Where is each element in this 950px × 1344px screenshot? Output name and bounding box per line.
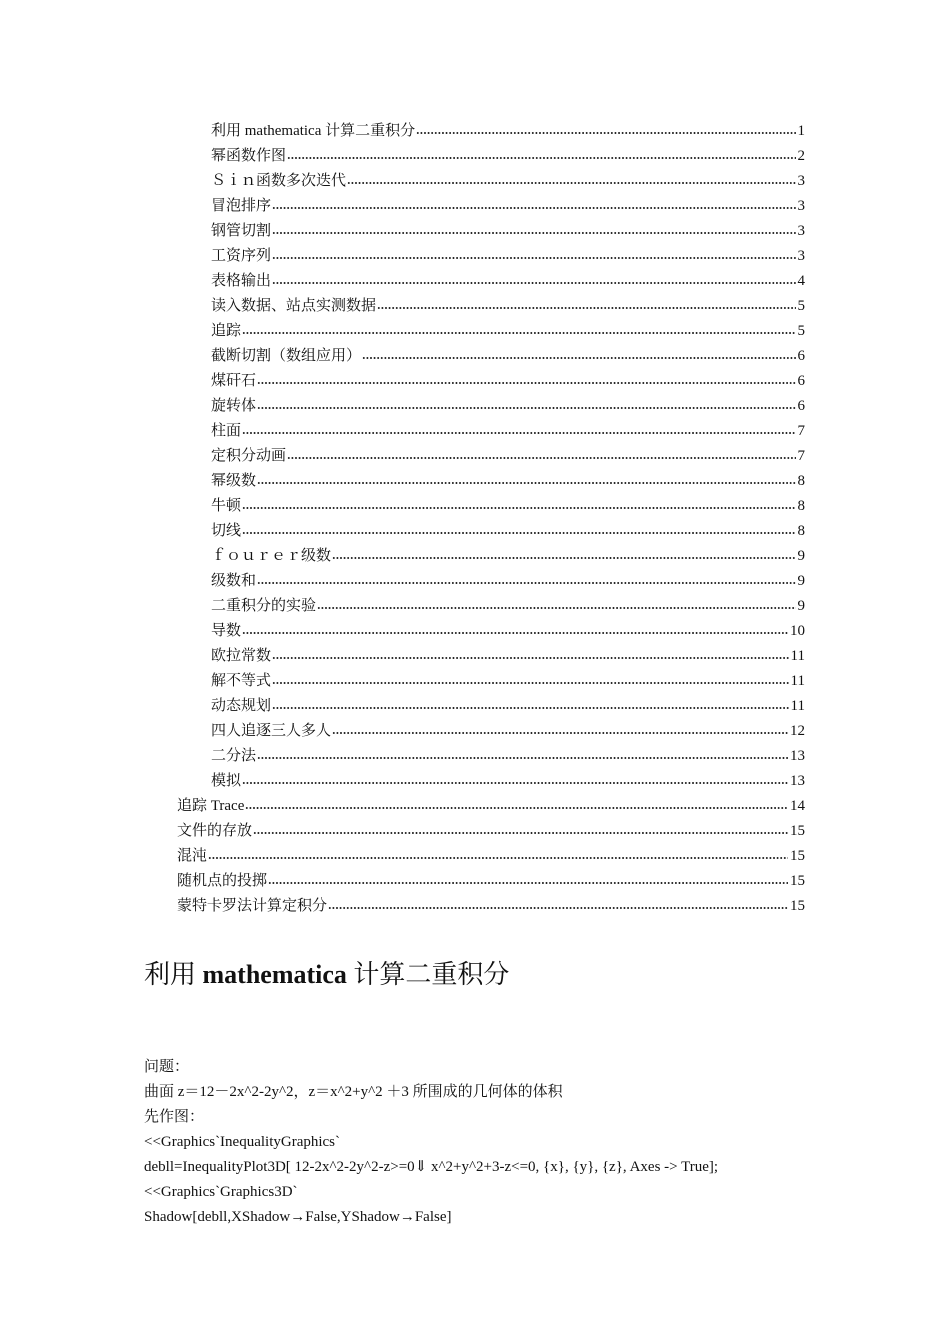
body-line-question-label: 问题： (144, 1059, 190, 1075)
toc-entry-page: 11 (790, 673, 805, 689)
toc-entry[interactable] (211, 168, 805, 190)
toc-entry-title: 级数和 (211, 573, 257, 589)
toc-entry-page: 8 (797, 523, 805, 539)
toc-entry[interactable] (211, 193, 805, 215)
toc-entry[interactable] (211, 718, 805, 740)
toc-leader-dots (272, 680, 789, 686)
toc-entry-title: 蒙特卡罗法计算定积分 (177, 898, 328, 914)
toc-entry[interactable] (211, 343, 805, 365)
toc-entry[interactable] (211, 568, 805, 590)
toc-entry-page: 7 (797, 423, 805, 439)
toc-entry-title: 冒泡排序 (211, 198, 272, 214)
toc-leader-dots (257, 405, 795, 411)
toc-entry-page: 3 (797, 223, 805, 239)
toc-entry-page: 6 (797, 398, 805, 414)
toc-leader-dots (272, 280, 795, 286)
toc-entry[interactable] (177, 793, 805, 815)
toc-entry[interactable] (211, 393, 805, 415)
toc-entry-page: 3 (797, 248, 805, 264)
toc-entry-title: 解不等式 (211, 673, 272, 689)
toc-entry-title: 追踪 Trace (177, 798, 245, 814)
toc-leader-dots (257, 380, 795, 386)
toc-entry-title: 工资序列 (211, 248, 272, 264)
body-line-code-shadow: Shadow[debll,XShadow→False,YShadow→False] (144, 1209, 452, 1225)
toc-entry-title: 二重积分的实验 (211, 598, 317, 614)
toc-entry[interactable] (211, 693, 805, 715)
toc-leader-dots (245, 805, 788, 811)
toc-leader-dots (416, 130, 795, 136)
toc-entry-page: 8 (797, 498, 805, 514)
heading-suffix: 计算二重积分 (346, 960, 510, 989)
toc-leader-dots (242, 330, 795, 336)
toc-leader-dots (347, 180, 795, 186)
toc-entry[interactable] (211, 293, 805, 315)
toc-entry-page: 15 (790, 848, 805, 864)
toc-entry-title: 表格输出 (211, 273, 272, 289)
toc-entry[interactable] (211, 543, 805, 565)
toc-leader-dots (272, 705, 789, 711)
toc-entry-page: 6 (797, 348, 805, 364)
toc-entry[interactable] (211, 368, 805, 390)
toc-entry[interactable] (177, 843, 805, 865)
toc-entry-page: 10 (790, 623, 805, 639)
toc-entry-page: 15 (790, 898, 805, 914)
toc-entry[interactable] (211, 643, 805, 665)
toc-leader-dots (208, 855, 788, 861)
toc-leader-dots (332, 555, 795, 561)
toc-entry-page: 15 (790, 823, 805, 839)
toc-entry-title: 二分法 (211, 748, 257, 764)
toc-entry-page: 12 (790, 723, 805, 739)
heading-bold-term: mathematica (202, 960, 347, 989)
toc-entry-page: 11 (790, 698, 805, 714)
toc-entry-page: 15 (790, 873, 805, 889)
toc-entry[interactable] (177, 893, 805, 915)
toc-entry-title: 模拟 (211, 773, 242, 789)
toc-entry[interactable] (211, 218, 805, 240)
toc-entry[interactable] (211, 668, 805, 690)
toc-entry-title: 幂函数作图 (211, 148, 287, 164)
toc-entry[interactable] (211, 518, 805, 540)
toc-leader-dots (242, 430, 795, 436)
toc-entry-title: 切线 (211, 523, 242, 539)
toc-entry-page: 13 (790, 773, 805, 789)
toc-entry-title: 幂级数 (211, 473, 257, 489)
toc-entry-page: 7 (797, 448, 805, 464)
toc-entry[interactable] (211, 743, 805, 765)
toc-entry-page: 2 (797, 148, 805, 164)
toc-entry-title: 动态规划 (211, 698, 272, 714)
toc-entry-title: 欧拉常数 (211, 648, 272, 664)
toc-entry-page: 3 (797, 173, 805, 189)
toc-leader-dots (268, 880, 788, 886)
toc-entry-title: 定积分动画 (211, 448, 287, 464)
toc-entry-page: 13 (790, 748, 805, 764)
section-heading (144, 958, 509, 992)
toc-leader-dots (272, 230, 795, 236)
toc-entry-title: 文件的存放 (177, 823, 253, 839)
heading-prefix: 利用 (144, 960, 203, 989)
toc-entry-title: 混沌 (177, 848, 208, 864)
body-line-code-plot: debll=InequalityPlot3D[ 12-2x^2-2y^2-z>=0⇓ x^2+y^2+3-z<=0, {x}, {y}, {z}, Axes -> True]; (144, 1159, 719, 1175)
toc-entry-page: 9 (797, 598, 805, 614)
toc-leader-dots (317, 605, 795, 611)
toc-leader-dots (272, 255, 795, 261)
toc-leader-dots (287, 155, 795, 161)
body-line-code-import-1: <<Graphics`InequalityGraphics` (144, 1134, 341, 1150)
toc-entry-page: 8 (797, 473, 805, 489)
toc-entry-page: 9 (797, 573, 805, 589)
toc-entry-page: 9 (797, 548, 805, 564)
toc-entry-page: 5 (797, 298, 805, 314)
toc-entry-page: 6 (797, 373, 805, 389)
toc-entry-title: 钢管切割 (211, 223, 272, 239)
body-line-problem-statement: 曲面 z＝12－2x^2-2y^2，z＝x^2+y^2 ＋3 所围成的几何体的体积 (144, 1084, 563, 1100)
toc-leader-dots (242, 530, 795, 536)
toc-entry[interactable] (211, 268, 805, 290)
toc-entry-title: 导数 (211, 623, 242, 639)
toc-entry-title: 煤矸石 (211, 373, 257, 389)
toc-leader-dots (272, 655, 789, 661)
toc-entry[interactable] (211, 468, 805, 490)
toc-entry[interactable] (211, 143, 805, 165)
toc-entry[interactable] (211, 768, 805, 790)
toc-entry[interactable] (211, 443, 805, 465)
toc-leader-dots (272, 205, 795, 211)
toc-leader-dots (332, 730, 788, 736)
toc-entry[interactable] (211, 118, 805, 140)
body-line-code-import-2: <<Graphics`Graphics3D` (144, 1184, 298, 1200)
toc-leader-dots (253, 830, 788, 836)
toc-entry-title: Ｓｉｎ函数多次迭代 (211, 173, 347, 189)
toc-entry-title: 柱面 (211, 423, 242, 439)
toc-entry-title: 四人追逐三人多人 (211, 723, 332, 739)
toc-entry-title: 旋转体 (211, 398, 257, 414)
toc-leader-dots (242, 505, 795, 511)
toc-entry-page: 1 (797, 123, 805, 139)
toc-entry-page: 5 (797, 323, 805, 339)
toc-leader-dots (377, 305, 795, 311)
toc-entry[interactable] (211, 618, 805, 640)
toc-leader-dots (257, 480, 795, 486)
toc-entry-page: 14 (790, 798, 805, 814)
body-line-plot-first: 先作图： (144, 1109, 205, 1125)
toc-leader-dots (287, 455, 795, 461)
toc-leader-dots (257, 755, 788, 761)
toc-entry-title: 截断切割（数组应用） (211, 348, 362, 364)
toc-entry[interactable] (211, 318, 805, 340)
toc-entry[interactable] (211, 243, 805, 265)
toc-entry-title: 随机点的投掷 (177, 873, 268, 889)
toc-entry-title: 追踪 (211, 323, 242, 339)
toc-entry-title: ｆｏｕｒｅｒ级数 (211, 548, 332, 564)
toc-entry[interactable] (211, 493, 805, 515)
toc-entry-title: 读入数据、站点实测数据 (211, 298, 377, 314)
toc-entry-page: 4 (797, 273, 805, 289)
toc-entry[interactable] (211, 593, 805, 615)
toc-entry[interactable] (177, 868, 805, 890)
toc-entry[interactable] (177, 818, 805, 840)
toc-entry-page: 11 (790, 648, 805, 664)
toc-leader-dots (328, 905, 788, 911)
toc-entry-page: 3 (797, 198, 805, 214)
toc-entry-title: 利用 mathematica 计算二重积分 (211, 123, 416, 139)
toc-leader-dots (242, 780, 788, 786)
toc-leader-dots (242, 630, 788, 636)
toc-entry-title: 牛顿 (211, 498, 242, 514)
toc-entry[interactable] (211, 418, 805, 440)
toc-leader-dots (257, 580, 795, 586)
toc-leader-dots (362, 355, 795, 361)
